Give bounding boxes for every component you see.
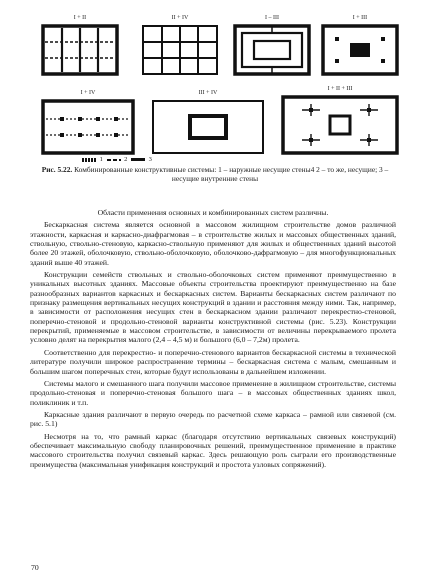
legend-num-1: 1	[99, 156, 103, 163]
diagram-label: I + II	[73, 15, 87, 21]
diagram-label: I – III	[265, 15, 279, 21]
diagram-label: II + IV	[171, 15, 189, 21]
diagram-i-iv-drawing	[40, 98, 136, 156]
legend-mark-3	[131, 158, 145, 161]
legend-num-3: 3	[148, 156, 152, 163]
diagram-i-iii-plus-drawing	[320, 23, 400, 77]
section-heading: Области применения основных и комбинированных систем различны.	[97, 208, 329, 217]
diagram-i-ii-iii	[280, 86, 400, 156]
paragraph-6: Несмотря на то, что рамный каркас (благодаря отсутствию вертикальных связевых конструкций) обеспечивает максимальную свободу планировочных решений, преимущественное применение в практике массового строительства получил связевый каркас. Здесь решающую роль сыграли его производственные преимущества (максимальная унификация конструкций и простота узловых сопряжений).	[30, 431, 396, 469]
paragraph-4: Системы малого и смешанного шага получили массовое применение в жилищном строительстве, системы продольно-стеновая и поперечно-стеновая большого шага – в массовых общественных зданиях школ, поликлиник и т.п.	[30, 378, 396, 407]
diagram-iii-iv-drawing	[150, 98, 266, 156]
diagram-i-iii-drawing	[232, 23, 312, 77]
legend-num-2: 2	[124, 156, 128, 163]
legend-mark-1	[82, 158, 96, 162]
caption-title: Рис. 5.22.	[41, 165, 73, 174]
paragraph-1: Бескаркасная система является основной в массовом жилищном строительстве домов различной этажности, каркасная и каркасно-диафрагмовая – в строительстве жилых и массовых общественных зданий, ствольную, ствольно-стеновую, каркасно-ствольную применяют для жилых и общественных зданий высотой более 20 этажей, оболочковую, ствольно-оболочковую, оболочково-дафрагмовую – для многофункциональных зданий выше 40 этажей.	[30, 220, 396, 267]
diagram-iii-iv	[150, 90, 266, 156]
paragraph-2: Конструкции семейств ствольных и ствольно-оболочковых систем применяют преимущественно в уникальных высотных зданиях. Массовые объекты строительства проектируют преимущественно на базе разнообразных вариантов каркасных и бескаркасных систем. Варианты бескаркасных систем различают по признаку размещения вертикальных несущих конструкций в здании и расстояния между ними. Так, например, в зависимости от расположения несущих стен в бескаркасном здании различают перекрестно-стеновой, поперечно-стеновой и продольно-стеновой варианты конструктивной системы (рис. 5.23). Конструкции перекрытий, применяемые в массовом строительстве, в зависимости от величины перекрываемого пролета условно делят на перекрытия малого (2,4 – 4,5 м) и большого (6,0 – 7,2м) пролета.	[30, 270, 396, 345]
diagram-label: III + IV	[198, 90, 218, 96]
body-text	[30, 208, 396, 469]
diagram-ii-iv	[140, 15, 220, 77]
diagram-i-iii-plus	[320, 15, 400, 77]
figure-legend	[80, 156, 152, 163]
diagram-i-iv	[40, 90, 136, 156]
page-number: 70	[31, 563, 39, 572]
diagram-label: I + III	[352, 15, 368, 21]
legend-mark-2	[107, 159, 121, 161]
paragraph-3: Соответственно для перекрестно- и поперечно-стенового вариантов бескаркасной системы в технической литературе получили широкое распространение термины – бескаркасная система с малым, смешанным и большим шагом поперечных стен, которые будут использованы в дальнейшем изложении.	[30, 347, 396, 376]
diagram-i-iii	[232, 15, 312, 77]
diagram-i-ii-iii-drawing	[280, 94, 400, 156]
diagram-i-ii-drawing	[40, 23, 120, 77]
caption-text: Комбинированные конструктивные системы: 1 – наружные несущие стены4 2 – то же, несущие; 3 – несущие внутренние стены	[72, 165, 389, 183]
diagram-label: I + II + III	[327, 86, 353, 92]
figure-caption	[30, 165, 400, 183]
diagram-i-ii	[40, 15, 120, 77]
diagram-ii-iv-drawing	[140, 23, 220, 77]
diagram-label: I + IV	[80, 90, 96, 96]
paragraph-5: Каркасные здания различают в первую очередь по расчетной схеме каркаса – рамной или связевой (см. рис. 5.1)	[30, 409, 396, 429]
